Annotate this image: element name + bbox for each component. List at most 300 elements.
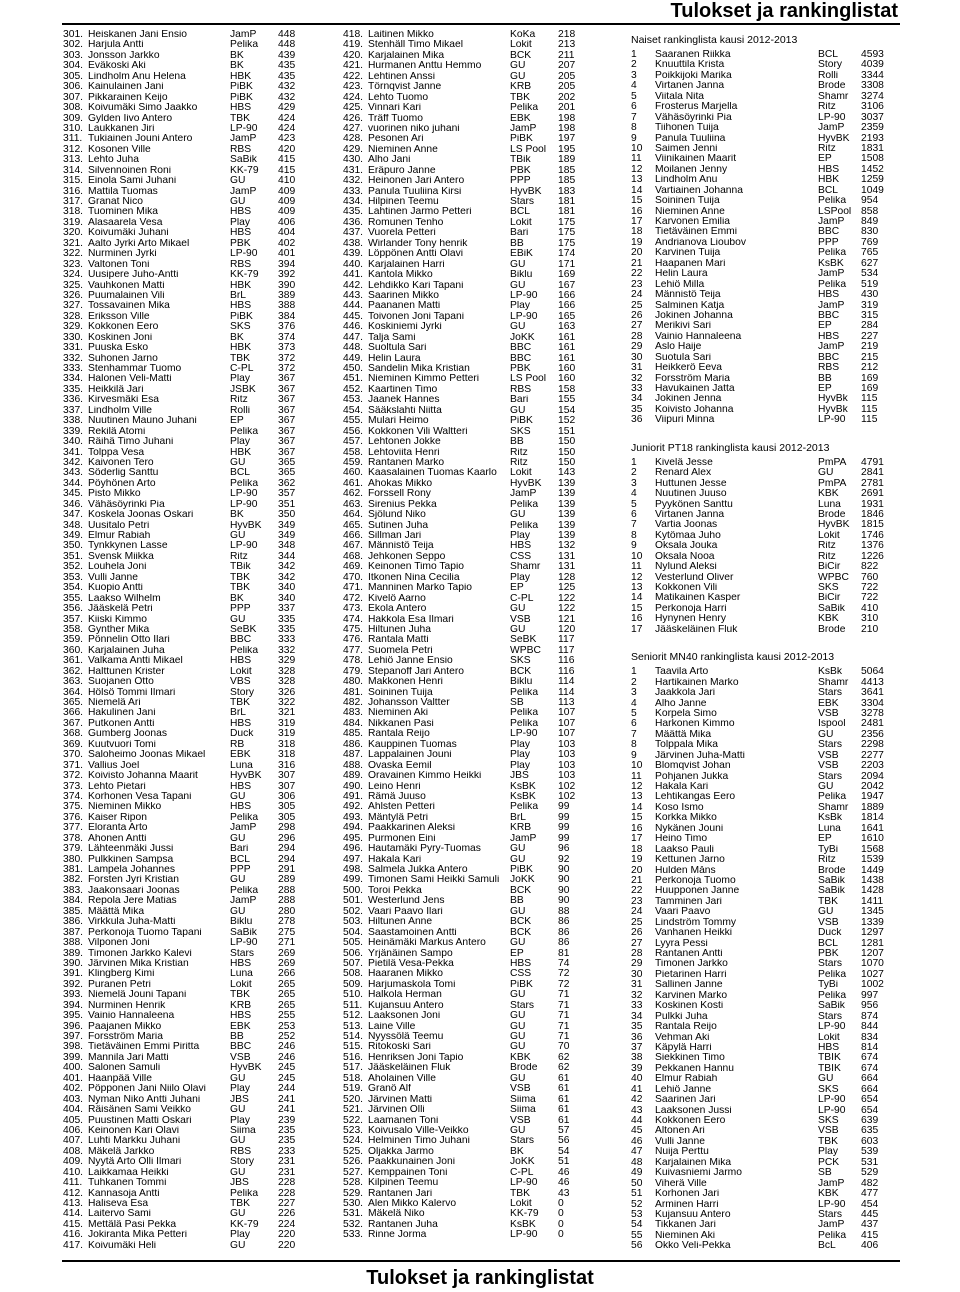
points-cell: 114 [558,687,575,698]
table-row [631,123,895,133]
table-row [63,1230,303,1240]
club-cell: Play [510,760,531,771]
rank-cell: 30 [631,352,643,363]
club-cell: PmPA [818,457,847,468]
points-cell: 2298 [861,740,884,751]
club-cell: JSBK [230,384,256,395]
table-row [631,1012,895,1022]
name-cell: Halttunen Krister [88,666,165,677]
section-gap [631,635,895,647]
table-row [63,364,303,374]
points-cell: 115 [861,404,878,415]
rank-cell: 377. [63,823,84,834]
rank-cell: 19 [631,237,643,248]
club-cell: Ritz [510,447,528,458]
rank-cell: 332. [63,353,84,364]
points-cell: 72 [558,979,570,990]
rank-cell: 3 [631,688,637,699]
rank-cell: 11 [631,771,642,782]
table-row [631,803,895,813]
points-cell: 228 [278,1178,296,1189]
rank-cell: 5 [631,708,637,719]
club-cell: Brode [818,624,846,635]
rank-cell: 49 [631,1168,643,1179]
table-row [343,886,583,896]
name-cell: Svensk Miikka [88,551,154,562]
points-cell: 5064 [861,667,884,678]
rank-cell: 406. [63,1125,84,1136]
club-cell: GU [230,176,246,187]
rank-cell: 497. [343,854,364,865]
name-cell: Hakkola Esa Ilmari [368,614,454,625]
table-row [63,103,303,113]
name-cell: Aalto Jyrki Arto Mikael [88,238,190,249]
rank-cell: 442. [343,280,364,291]
points-cell: 844 [861,1022,879,1033]
name-cell: Ahonen Antti [88,833,147,844]
name-cell: Tynkkynen Lasse [88,541,168,552]
points-cell: 61 [558,1115,570,1126]
club-cell: BK [230,510,244,521]
rank-cell: 36 [631,1032,643,1043]
name-cell: Laikkamaa Heikki [88,1167,169,1178]
club-cell: JamP [510,833,537,844]
rank-cell: 352. [63,562,84,573]
table-row [631,866,895,876]
table-row [343,562,583,572]
rank-cell: 493. [343,812,364,823]
rank-cell: 391. [63,969,84,980]
table-row [63,1241,303,1251]
name-cell: Poikkijoki Marika [655,70,732,81]
club-cell: JoKK [510,332,535,343]
points-cell: 1281 [861,938,884,949]
points-cell: 212 [861,363,879,374]
rank-cell: 354. [63,583,84,594]
club-cell: GU [510,1073,526,1084]
club-cell: Play [510,572,531,583]
rank-cell: 307. [63,92,84,103]
points-cell: 90 [558,875,570,886]
table-row [631,1210,895,1220]
points-cell: 664 [861,1074,879,1085]
club-cell: LP-90 [230,123,258,134]
club-cell: Lokit [230,666,252,677]
table-row [63,1199,303,1209]
points-cell: 269 [278,948,296,959]
rank-cell: 329. [63,322,84,333]
name-cell: Lehiö Janne Ensio [368,656,453,667]
rank-cell: 485. [343,729,364,740]
name-cell: Rantanen Marko [368,457,445,468]
table-row [63,917,303,927]
points-cell: 814 [861,1042,879,1053]
rank-cell: 365. [63,698,84,708]
club-cell: BBC [818,352,840,363]
name-cell: Eriksson Ville [88,311,150,322]
club-cell: JamP [818,123,845,134]
points-cell: 2691 [861,489,884,500]
rank-cell: 357. [63,614,84,625]
name-cell: Pikkarainen Keijo [88,92,168,103]
rank-cell: 469. [343,562,364,573]
name-cell: Nikkanen Pasi [368,718,434,729]
club-cell: BcL [818,1241,836,1252]
table-row [343,740,583,750]
club-cell: Pelika [230,40,259,51]
points-cell: 1449 [861,865,884,876]
points-cell: 3308 [861,81,884,92]
points-cell: 415 [278,155,296,166]
name-cell: Lindholm Ville [88,405,152,416]
points-cell: 81 [558,948,570,959]
rank-cell: 375. [63,802,84,813]
table-row [63,823,303,833]
club-cell: GU [510,71,526,82]
points-cell: 265 [278,1000,296,1011]
club-cell: BB [818,373,832,384]
table-row [63,1084,303,1094]
points-cell: 56 [558,1136,570,1147]
table-row [631,1158,895,1168]
points-cell: 1345 [861,907,884,918]
points-cell: 1207 [861,949,884,959]
table-row [631,855,895,865]
points-cell: 326 [278,687,296,698]
club-cell: HBK [230,447,252,458]
points-cell: 367 [278,384,296,395]
club-cell: Siima [230,1125,256,1136]
rank-cell: 402. [63,1084,84,1095]
rank-cell: 430. [343,155,364,166]
table-row [63,865,303,875]
points-cell: 71 [558,1000,570,1011]
name-cell: Järvinen Olli [368,1105,425,1116]
table-row [63,166,303,176]
table-row [631,751,895,761]
club-cell: SeBK [510,635,537,646]
table-row [343,1063,583,1073]
points-cell: 874 [861,1011,879,1022]
club-cell: GU [818,468,834,479]
rank-cell: 359. [63,635,84,646]
points-cell: 674 [861,1063,879,1074]
points-cell: 406 [278,217,296,228]
club-cell: CSS [510,551,532,562]
table-row [631,458,895,468]
club-cell: Stars [230,948,255,959]
table-row [631,845,895,855]
club-cell: GU [818,907,834,918]
points-cell: 99 [558,812,570,823]
points-cell: 241 [278,1105,296,1116]
points-cell: 166 [558,290,576,301]
points-cell: 3304 [861,698,884,709]
points-cell: 389 [278,290,296,301]
rank-cell: 39 [631,1063,643,1074]
rank-cell: 56 [631,1241,643,1252]
points-cell: 198 [558,113,576,124]
name-cell: Helin Laura [368,353,421,364]
table-row [343,521,583,531]
rank-cell: 428. [343,134,364,145]
rank-cell: 36 [631,415,643,426]
club-cell: Bari [510,228,529,239]
club-cell: Brode [818,865,846,876]
points-cell: 103 [558,750,576,761]
rank-cell: 444. [343,301,364,312]
club-cell: EP [818,384,832,394]
points-cell: 86 [558,938,570,949]
table-row [631,688,895,698]
name-cell: Oravainen Kimmo Heikki [368,771,482,782]
table-row [343,719,583,729]
points-cell: 169 [558,270,576,281]
points-cell: 120 [558,624,576,635]
club-cell: KsBK [510,781,536,792]
rank-cell: 410. [63,1167,84,1178]
club-cell: Pelika [510,520,539,531]
points-cell: 121 [558,614,576,625]
club-cell: Pelika [230,885,259,896]
points-cell: 131 [558,562,576,573]
points-cell: 410 [861,603,879,614]
points-cell: 226 [278,1209,296,1220]
name-cell: Eväkoski Aki [88,61,146,72]
club-cell: HyvBK [230,520,262,531]
points-cell: 429 [278,103,296,114]
club-cell: Bari [230,844,249,855]
points-cell: 244 [278,1084,296,1095]
club-cell: BCL [230,854,251,865]
table-row [631,541,895,551]
club-cell: Pelika [818,1230,847,1241]
name-cell: Pietarinen Harri [655,969,727,980]
table-row [631,510,895,520]
club-cell: Bari [510,395,529,406]
name-cell: Nykänen Jouni [655,823,724,834]
club-cell: LP-90 [230,938,258,949]
rank-cell: 450. [343,364,364,374]
points-cell: 246 [278,1052,296,1063]
points-cell: 318 [278,739,296,750]
table-row [343,1116,583,1126]
rank-cell: 531. [343,1209,364,1220]
name-cell: Soininen Tuija [368,687,433,698]
name-cell: Heikkerö Eeva [655,363,722,374]
points-cell: 2193 [861,133,884,144]
table-row [631,259,895,269]
table-row [631,60,895,70]
rank-cell: 302. [63,40,84,51]
rank-cell: 23 [631,279,643,290]
table-row [63,93,303,103]
rank-cell: 335. [63,384,84,395]
rank-cell: 370. [63,750,84,761]
table-row [343,395,583,405]
club-cell: HyvBK [230,771,262,782]
name-cell: Stenhammar Tuomo [88,364,182,374]
club-cell: HBS [230,301,252,312]
name-cell: Timonen Sami Heikki Samuli [368,875,500,886]
club-cell: Stars [818,688,843,699]
points-cell: 3037 [861,112,884,123]
points-cell: 367 [278,416,296,427]
name-cell: Koskiniemi Jyrki [368,322,442,333]
name-cell: Hakulinen Jani [88,708,156,719]
club-cell: VSB [818,750,839,761]
rank-cell: 29 [631,342,643,353]
points-cell: 86 [558,917,570,928]
rank-cell: 347. [63,510,84,521]
club-cell: HBS [818,164,840,175]
table-row [343,1105,583,1115]
rank-cell: 6 [631,719,637,730]
points-cell: 103 [558,739,576,750]
points-cell: 477 [861,1189,879,1200]
club-cell: GU [510,938,526,949]
rank-cell: 463. [343,499,364,510]
club-cell: HBS [230,958,252,969]
name-cell: Tolppala Mika [655,740,718,751]
name-cell: Siekkinen Timo [655,1053,725,1064]
rank-cell: 510. [343,990,364,1001]
table-row [63,385,303,395]
name-cell: Arminen Harri [655,1199,719,1210]
points-cell: 357 [278,489,296,500]
rank-cell: 356. [63,604,84,615]
rank-cell: 327. [63,301,84,312]
club-cell: LP-90 [818,112,846,123]
club-cell: KK-79 [230,270,259,281]
name-cell: Einola Sami Juhani [88,176,177,187]
name-cell: Granat Nico [88,197,143,207]
club-cell: BBC [230,1042,252,1053]
rank-cell: 466. [343,531,364,541]
table-row [343,249,583,259]
name-cell: Harjumaskola Tomi [368,979,456,990]
name-cell: Pulkkinen Sampsa [88,854,174,865]
club-cell: BB [510,437,524,448]
name-cell: Nieminen Aki [368,708,429,719]
rank-cell: 31 [631,980,643,991]
table-row [631,730,895,740]
rank-cell: 447. [343,332,364,343]
table-row [63,969,303,979]
club-cell: GU [230,1167,246,1178]
club-cell: Shamr [818,677,849,688]
table-row [343,270,583,280]
points-cell: 1428 [861,886,884,897]
points-cell: 115 [861,394,878,405]
club-cell: SaBik [230,155,257,166]
table-row [631,897,895,907]
rank-cell: 533. [343,1230,364,1241]
name-cell: Laitervo Sami [88,1209,151,1220]
rank-cell: 313. [63,155,84,166]
points-cell: 125 [558,583,576,594]
club-cell: BCL [510,207,531,218]
points-cell: 271 [278,938,296,949]
rank-cell: 470. [343,572,364,583]
club-cell: C-PL [510,1167,534,1178]
table-row [631,1064,895,1074]
table-row [63,646,303,656]
club-cell: GU [510,990,526,1001]
name-cell: Hilpinen Teemu [368,197,439,207]
rank-cell: 16 [631,823,643,834]
points-cell: 185 [558,176,576,187]
club-cell: Pelika [818,969,847,980]
table-row [631,384,895,394]
name-cell: Hakala Kari [655,782,709,792]
name-cell: Puuska Esko [88,343,149,354]
name-cell: Jääskeläinen Fluk [368,1063,451,1074]
name-cell: Koskinen Joni [88,332,153,343]
points-cell: 161 [558,343,576,354]
club-cell: LP-90 [818,1199,846,1210]
club-cell: BBC [230,635,252,646]
rank-cell: 341. [63,447,84,458]
rank-cell: 363. [63,677,84,688]
rank-cell: 445. [343,311,364,322]
club-cell: GU [230,791,246,802]
table-row [343,1209,583,1219]
points-cell: 1070 [861,959,884,970]
name-cell: Jokiranta Mika Petteri [88,1230,188,1241]
table-row [63,416,303,426]
rank-cell: 488. [343,760,364,771]
table-row [631,248,895,258]
club-cell: SKS [510,656,531,667]
points-cell: 2359 [861,123,884,134]
club-cell: VSB [818,1126,839,1137]
name-cell: Koskela Joonas Oskari [88,510,194,521]
club-cell: JamP [230,134,257,145]
rank-cell: 1 [631,457,637,468]
points-cell: 269 [278,958,296,969]
name-cell: Leino Henri [368,781,421,792]
points-cell: 367 [278,447,296,458]
club-cell: Ritz [818,143,836,154]
table-row [63,729,303,739]
table-row [63,583,303,593]
club-cell: Ritz [818,551,836,562]
name-cell: Gynther Mika [88,624,150,635]
table-row [343,865,583,875]
points-cell: 185 [558,165,576,176]
points-cell: 342 [278,572,296,583]
rank-cell: 532. [343,1219,364,1230]
rank-cell: 519. [343,1084,364,1095]
points-cell: 448 [278,40,296,51]
points-cell: 305 [278,812,296,823]
table-row [631,1220,895,1230]
club-cell: BK [230,593,244,604]
rank-cell: 400. [63,1063,84,1074]
rank-cell: 18 [631,227,643,238]
rank-cell: 17 [631,217,643,227]
club-cell: RBS [818,363,840,374]
rank-cell: 479. [343,666,364,677]
club-cell: GU [510,604,526,615]
table-row [63,1147,303,1157]
points-cell: 202 [558,92,576,103]
name-cell: Perkonoja Tuomo Tapani [88,927,202,938]
name-cell: Hautamäki Pyry-Tuomas [368,844,481,855]
points-cell: 228 [278,1188,296,1199]
rank-cell: 330. [63,332,84,343]
